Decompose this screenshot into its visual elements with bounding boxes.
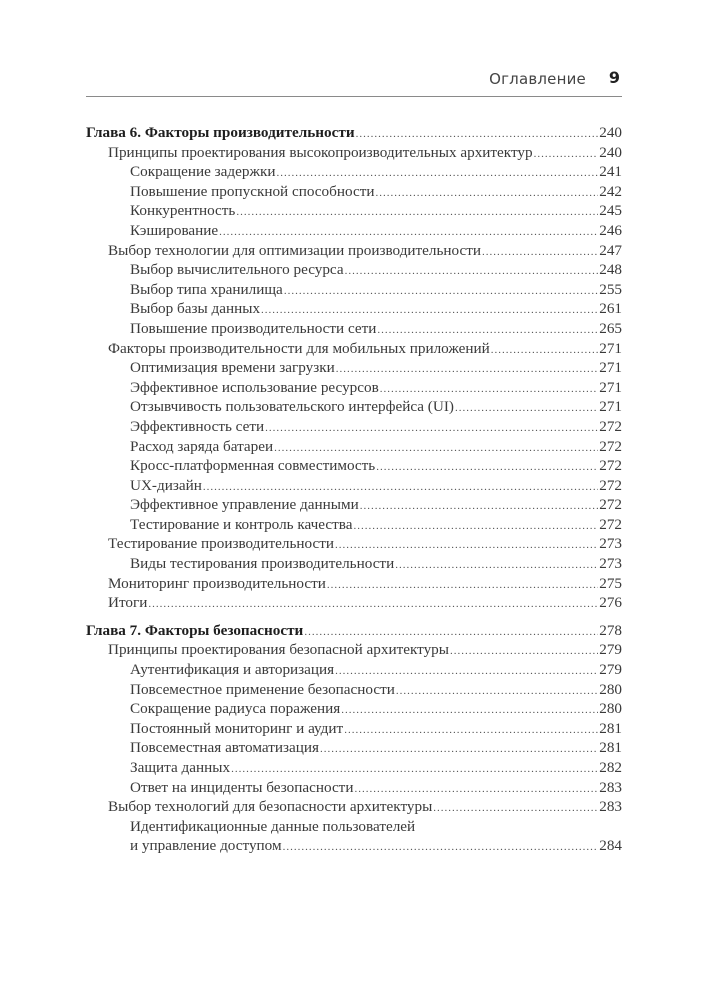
toc-leader-dots bbox=[354, 517, 599, 537]
running-header bbox=[86, 62, 622, 97]
toc-page-number: 248 bbox=[599, 261, 622, 279]
toc-leader-dots bbox=[395, 556, 598, 576]
toc-entry[interactable] bbox=[86, 719, 622, 739]
toc-page-number: 241 bbox=[599, 163, 622, 181]
toc-entry-label: Идентификационные данные пользователей bbox=[130, 817, 416, 835]
toc-entry[interactable] bbox=[86, 680, 622, 700]
toc-leader-dots bbox=[433, 799, 598, 819]
toc-leader-dots bbox=[345, 262, 599, 282]
toc-entry-label: Отзывчивость пользовательского интерфейса (UI) bbox=[130, 398, 454, 416]
toc-leader-dots bbox=[360, 497, 598, 517]
toc-entry[interactable] bbox=[86, 162, 622, 182]
toc-leader-dots bbox=[482, 243, 598, 263]
toc-entry[interactable] bbox=[86, 299, 622, 319]
toc-entry[interactable] bbox=[86, 182, 622, 202]
toc-leader-dots bbox=[534, 145, 599, 165]
toc-entry-label: Повышение производительности сети bbox=[130, 319, 377, 337]
toc-page-number: 265 bbox=[599, 319, 622, 337]
toc-entry[interactable] bbox=[86, 554, 622, 574]
toc-entry-label: Тестирование производительности bbox=[108, 535, 335, 553]
toc-page-number: 240 bbox=[599, 124, 622, 141]
toc-leader-dots bbox=[236, 203, 598, 223]
toc-entry-label: Эффективное использование ресурсов bbox=[130, 378, 379, 396]
toc-leader-dots bbox=[148, 595, 598, 615]
toc-entry[interactable] bbox=[86, 515, 622, 535]
toc-chapter-title: Глава 7. Факторы безопасности bbox=[86, 621, 304, 639]
toc-entry-label: Мониторинг производительности bbox=[108, 574, 326, 592]
toc-entry[interactable] bbox=[86, 241, 622, 261]
toc-entry-label: Расход заряда батареи bbox=[130, 437, 274, 455]
toc-entry-label: Тестирование и контроль качества bbox=[130, 515, 353, 533]
toc-page-number: 280 bbox=[599, 680, 622, 698]
toc-entry-label: Кэширование bbox=[130, 221, 219, 239]
toc-entry-label: UX-дизайн bbox=[130, 476, 202, 494]
toc-page-number: 284 bbox=[599, 837, 622, 855]
toc-entry[interactable] bbox=[86, 778, 622, 798]
toc-entry[interactable] bbox=[86, 378, 622, 398]
toc-chapter-6[interactable] bbox=[86, 123, 622, 143]
toc-entry-label: Аутентификация и авторизация bbox=[130, 661, 335, 679]
toc-entry-label: Ответ на инциденты безопасности bbox=[130, 778, 354, 796]
toc-page-number: 276 bbox=[599, 594, 622, 612]
toc-entry[interactable] bbox=[86, 534, 622, 554]
table-of-contents bbox=[86, 123, 622, 856]
toc-entry-label: Выбор технологий для безопасности архитектуры bbox=[108, 798, 433, 816]
toc-entry-label: Повсеместная автоматизация bbox=[130, 739, 319, 757]
toc-entry-label: Факторы производительности для мобильных приложений bbox=[108, 339, 490, 357]
toc-page-number: 273 bbox=[599, 535, 622, 553]
toc-entry[interactable] bbox=[86, 797, 622, 817]
toc-entry-label: Эффективность сети bbox=[130, 417, 265, 435]
toc-page-number: 247 bbox=[599, 241, 622, 259]
toc-entry[interactable] bbox=[86, 495, 622, 515]
toc-entry[interactable] bbox=[86, 260, 622, 280]
toc-entry-wrapped-line2[interactable] bbox=[86, 836, 622, 856]
toc-page-number: 271 bbox=[599, 359, 622, 377]
toc-entry[interactable] bbox=[86, 456, 622, 476]
toc-entry[interactable] bbox=[86, 437, 622, 457]
toc-entry-label: Постоянный мониторинг и аудит bbox=[130, 719, 344, 737]
toc-leader-dots bbox=[375, 184, 598, 204]
toc-page-number: 275 bbox=[599, 574, 622, 592]
toc-page-number: 279 bbox=[599, 641, 622, 659]
toc-entry-label: Кросс-платформенная совместимость bbox=[130, 457, 376, 475]
toc-page-number: 280 bbox=[599, 700, 622, 718]
toc-page-number: 282 bbox=[599, 759, 622, 776]
toc-page-number: 240 bbox=[599, 143, 622, 161]
toc-page-number: 242 bbox=[599, 182, 622, 200]
toc-entry[interactable] bbox=[86, 699, 622, 719]
page-number: 9 bbox=[608, 68, 620, 87]
toc-entry-label: Оптимизация времени загрузки bbox=[130, 359, 335, 377]
toc-leader-dots bbox=[491, 341, 598, 361]
toc-page-number: 271 bbox=[599, 339, 622, 357]
toc-entry[interactable] bbox=[86, 221, 622, 241]
toc-page-number: 245 bbox=[599, 202, 622, 220]
toc-page-number: 272 bbox=[599, 496, 622, 514]
toc-page-number: 278 bbox=[599, 621, 622, 639]
toc-page-number: 272 bbox=[599, 457, 622, 475]
toc-entry[interactable] bbox=[86, 143, 622, 163]
toc-page-number: 272 bbox=[599, 417, 622, 435]
toc-page-number: 261 bbox=[599, 300, 622, 318]
toc-leader-dots bbox=[283, 838, 599, 858]
toc-entry-label: Сокращение радиуса поражения bbox=[130, 700, 341, 718]
toc-entry[interactable] bbox=[86, 738, 622, 758]
toc-page-number: 283 bbox=[599, 798, 622, 816]
toc-leader-dots bbox=[341, 701, 598, 721]
toc-entry-label: Повсеместное применение безопасности bbox=[130, 680, 395, 698]
toc-entry[interactable] bbox=[86, 319, 622, 339]
toc-page-number: 272 bbox=[599, 437, 622, 455]
toc-entry[interactable] bbox=[86, 417, 622, 437]
toc-page-number: 281 bbox=[599, 719, 622, 737]
toc-entry-label: и управление доступом bbox=[130, 837, 282, 855]
toc-entry-label: Повышение пропускной способности bbox=[130, 182, 375, 200]
toc-entry-label: Защита данных bbox=[130, 759, 231, 776]
toc-page-number: 279 bbox=[599, 661, 622, 679]
toc-page-number: 255 bbox=[599, 280, 622, 298]
toc-entry[interactable] bbox=[86, 640, 622, 660]
toc-entry[interactable] bbox=[86, 397, 622, 417]
running-header-title: Оглавление bbox=[489, 70, 586, 88]
toc-page-number: 272 bbox=[599, 515, 622, 533]
toc-entry[interactable] bbox=[86, 758, 622, 778]
toc-leader-dots bbox=[265, 419, 598, 439]
toc-entry[interactable] bbox=[86, 660, 622, 680]
toc-entry[interactable] bbox=[86, 201, 622, 221]
toc-page-number: 272 bbox=[599, 476, 622, 494]
toc-entry[interactable] bbox=[86, 476, 622, 496]
toc-entry[interactable] bbox=[86, 574, 622, 594]
toc-entry-label: Выбор базы данных bbox=[130, 300, 261, 318]
toc-entry-label: Виды тестирования производительности bbox=[130, 555, 395, 573]
toc-entry-label: Эффективное управление данными bbox=[130, 496, 359, 514]
toc-entry[interactable] bbox=[86, 339, 622, 359]
toc-leader-dots bbox=[320, 740, 598, 760]
toc-page-number: 271 bbox=[599, 398, 622, 416]
toc-leader-dots bbox=[344, 721, 598, 741]
toc-leader-dots bbox=[284, 282, 598, 302]
toc-chapter-6-entries bbox=[86, 143, 622, 613]
toc-entry-label: Выбор вычислительного ресурса bbox=[130, 261, 344, 279]
toc-entry[interactable] bbox=[86, 358, 622, 378]
toc-entry-label: Итоги bbox=[108, 594, 148, 612]
toc-chapter-7[interactable] bbox=[86, 621, 622, 641]
toc-leader-dots bbox=[396, 682, 598, 702]
toc-entry-label: Выбор типа хранилища bbox=[130, 280, 283, 298]
toc-entry-label: Конкурентность bbox=[130, 202, 236, 220]
toc-chapter-title: Глава 6. Факторы производительности bbox=[86, 124, 355, 141]
toc-entry-wrapped-line1[interactable] bbox=[86, 817, 622, 837]
toc-leader-dots bbox=[376, 458, 598, 478]
toc-page-number: 283 bbox=[599, 778, 622, 796]
toc-page-number: 273 bbox=[599, 555, 622, 573]
toc-leader-dots bbox=[327, 576, 598, 596]
toc-chapter-7-entries bbox=[86, 640, 622, 816]
toc-leader-dots bbox=[455, 399, 598, 419]
toc-entry-label: Принципы проектирования безопасной архитектуры bbox=[108, 641, 449, 659]
toc-page-number: 246 bbox=[599, 221, 622, 239]
toc-entry-label: Сокращение задержки bbox=[130, 163, 276, 181]
toc-page-number: 271 bbox=[599, 378, 622, 396]
toc-leader-dots bbox=[450, 642, 598, 662]
toc-page-number: 281 bbox=[599, 739, 622, 757]
toc-entry[interactable] bbox=[86, 593, 622, 613]
toc-entry-label: Принципы проектирования высокопроизводительных архитектур bbox=[108, 143, 533, 161]
toc-entry[interactable] bbox=[86, 280, 622, 300]
toc-entry-label: Выбор технологии для оптимизации производительности bbox=[108, 241, 482, 259]
